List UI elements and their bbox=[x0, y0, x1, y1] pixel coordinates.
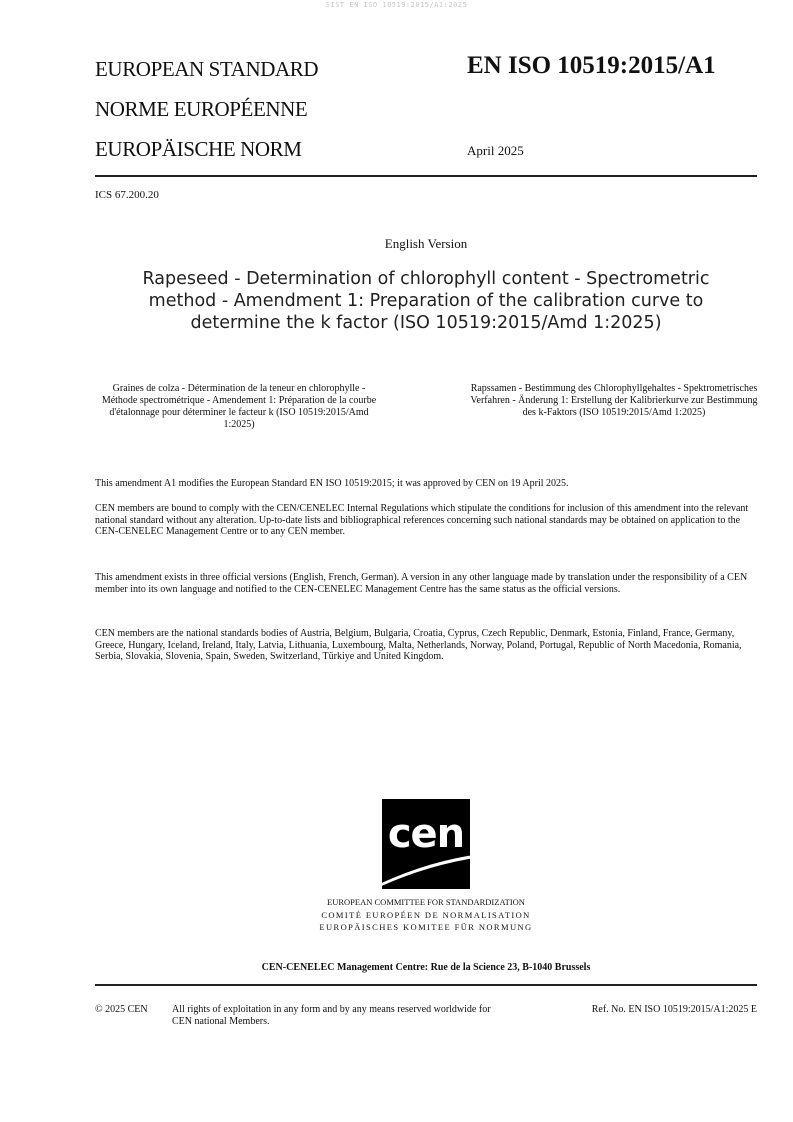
standard-name-de: EUROPÄISCHE NORM bbox=[95, 137, 302, 161]
paragraph-approval: This amendment A1 modifies the European Standard EN ISO 10519:2015; it was approved by CEN on 19 April 2025. bbox=[95, 478, 569, 489]
watermark: SIST EN ISO 10519:2015/A1:2025 bbox=[325, 1, 468, 9]
committee-name-de: EUROPÄISCHES KOMITEE FÜR NORMUNG bbox=[319, 922, 533, 932]
standard-code: EN ISO 10519:2015/A1 bbox=[467, 52, 716, 79]
title-french: Graines de colza - Détermination de la teneur en chlorophylle - Méthode spectrométrique - Amendement 1: Préparation de la courbe d'étalonnage pour déterminer le facteur k (ISO 10519:2015/Amd 1:2025) bbox=[101, 383, 377, 430]
cen-logo-icon bbox=[371, 799, 481, 889]
standard-name-en: EUROPEAN STANDARD bbox=[95, 57, 319, 81]
committee-name-fr: COMITÉ EUROPÉEN DE NORMALISATION bbox=[321, 909, 531, 920]
rights-notice: All rights of exploitation in any form and by any means reserved worldwide for CEN national Members. bbox=[172, 1004, 491, 1027]
management-centre-address: CEN-CENELEC Management Centre: Rue de la Science 23, B-1040 Brussels bbox=[261, 962, 591, 973]
standard-name-fr: NORME EUROPÉENNE bbox=[95, 97, 308, 121]
version-label: English Version bbox=[384, 236, 468, 251]
copyright: © 2025 CEN bbox=[95, 1004, 148, 1015]
publication-date: April 2025 bbox=[467, 143, 524, 158]
bottom-divider bbox=[95, 984, 757, 986]
committee-names bbox=[260, 896, 592, 934]
ics-code: ICS 67.200.20 bbox=[95, 189, 159, 201]
title-german: Rapssamen - Bestimmung des Chlorophyllgehaltes - Spektrometrisches Verfahren - Änderung 1: Erstellung der Kalibrierkurve zur Bestimmung des k-Faktors (ISO 10519:2015/Amd 1:2025) bbox=[470, 383, 758, 418]
paragraph-members: CEN members are the national standards bodies of Austria, Belgium, Bulgaria, Croatia, Cyprus, Czech Republic, Denmark, Estonia, Finland, France, Germany, Greece, Hungary, Iceland, Ireland, Italy, Latvia, Lithuania, Luxembourg, Malta, Netherlands, Norway, Poland, Portugal, Republic of North Macedonia, Romania, Serbia, Slovakia, Slovenia, Spain, Sweden, Switzerland, Türkiye and United Kingdom. bbox=[95, 628, 742, 662]
paragraph-versions: This amendment exists in three official versions (English, French, German). A version in any other language made by translation under the responsibility of a CEN member into its own language and notified to the CEN-CENELEC Management Centre has the same status as the official versions. bbox=[95, 572, 748, 595]
reference-number: Ref. No. EN ISO 10519:2015/A1:2025 E bbox=[591, 1004, 757, 1015]
logo-text: cen bbox=[387, 811, 465, 857]
committee-name-en: EUROPEAN COMMITTEE FOR STANDARDIZATION bbox=[327, 897, 525, 907]
document-title: Rapeseed - Determination of chlorophyll content - Spectrometric method - Amendment 1: Preparation of the calibration curve to determine the k factor (ISO 10519:2015/Amd 1:2025) bbox=[142, 269, 710, 333]
top-divider bbox=[95, 175, 757, 177]
paragraph-regulations: CEN members are bound to comply with the CEN/CENELEC Internal Regulations which stipulate the conditions for inclusion of this amendment into the relevant national standard without any alteration. Up-to-date lists and bibliographical references concerning such national standards may be obtained on application to the CEN-CENELEC Management Centre or to any CEN member. bbox=[95, 503, 749, 537]
